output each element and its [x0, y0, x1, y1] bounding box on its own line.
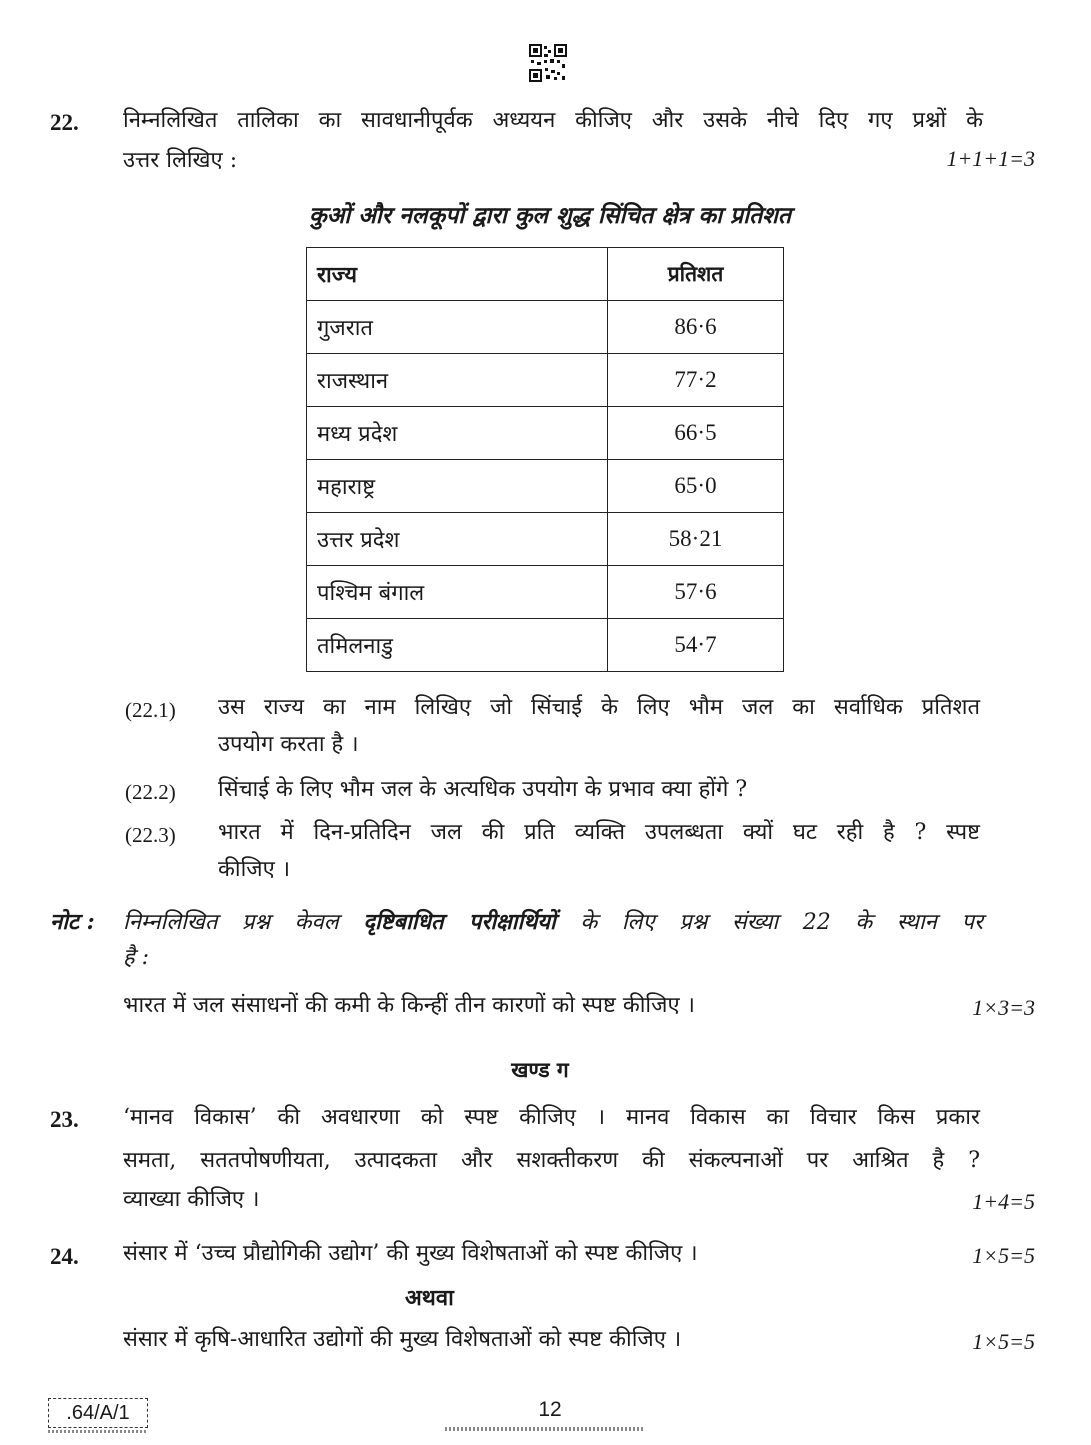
- subquestion-22-2-label: (22.2): [125, 780, 176, 804]
- percent-cell: 58·21: [608, 513, 784, 566]
- state-cell: पश्चिम बंगाल: [307, 566, 608, 619]
- percent-cell: 65·0: [608, 460, 784, 513]
- table-row: [307, 619, 784, 672]
- qr-code-icon: [529, 44, 567, 82]
- question-23-text-line2: समता, सततपोषणीयता, उत्पादकता और सशक्तीकरण की संकल्पनाओं पर आश्रित है ?: [123, 1148, 980, 1173]
- note-text-line1: [123, 904, 983, 941]
- question-22-text-line1: निम्नलिखित तालिका का सावधानीपूर्वक अध्ययन कीजिए और उसके नीचे दिए गए प्रश्नों के: [123, 108, 983, 133]
- note-text-line2: है :: [123, 945, 150, 970]
- question-24-number: 24.: [50, 1244, 79, 1269]
- header-state: राज्य: [307, 248, 608, 301]
- or-label: अथवा: [405, 1285, 454, 1311]
- page-number: 12: [538, 1398, 562, 1421]
- subquestion-22-2-line1: सिंचाई के लिए भौम जल के अत्यधिक उपयोग के प्रभाव क्या होंगे ?: [218, 777, 748, 802]
- question-22-marks: 1+1+1=3: [946, 146, 1035, 171]
- note-text-post: के लिए प्रश्न संख्या 22 के स्थान पर: [555, 910, 983, 935]
- footer-code-strip: [48, 1430, 148, 1433]
- section-heading: खण्ड ग: [511, 1057, 569, 1082]
- subquestion-22-1-line2: उपयोग करता है ।: [218, 732, 359, 757]
- subquestion-22-3-label: (22.3): [125, 823, 176, 847]
- header-percent: प्रतिशत: [608, 248, 784, 301]
- percent-cell: 54·7: [608, 619, 784, 672]
- state-cell: गुजरात: [307, 301, 608, 354]
- subquestion-22-1-line1: उस राज्य का नाम लिखिए जो सिंचाई के लिए भौम जल का सर्वाधिक प्रतिशत: [218, 695, 980, 720]
- table-row: [307, 301, 784, 354]
- state-cell: महाराष्ट्र: [307, 460, 608, 513]
- note-label: नोट :: [50, 909, 95, 935]
- question-24-alt-marks: 1×5=5: [972, 1329, 1035, 1354]
- table-title: कुओं और नलकूपों द्वारा कुल शुद्ध सिंचित क्षेत्र का प्रतिशत: [309, 202, 791, 229]
- subquestion-22-3-line2: कीजिए ।: [218, 857, 291, 882]
- subquestion-22-1-label: (22.1): [125, 698, 176, 722]
- percent-cell: 57·6: [608, 566, 784, 619]
- table-row: [307, 566, 784, 619]
- state-cell: मध्य प्रदेश: [307, 407, 608, 460]
- percent-cell: 77·2: [608, 354, 784, 407]
- question-23-marks: 1+4=5: [972, 1189, 1035, 1214]
- irrigation-table: [306, 247, 784, 672]
- note-text-bold: दृष्टिबाधित परीक्षार्थियों: [363, 909, 556, 935]
- note-marks: 1×3=3: [972, 995, 1035, 1020]
- table-row: [307, 354, 784, 407]
- state-cell: तमिलनाडु: [307, 619, 608, 672]
- state-cell: राजस्थान: [307, 354, 608, 407]
- question-23-number: 23.: [50, 1107, 79, 1132]
- question-24-marks: 1×5=5: [972, 1243, 1035, 1268]
- percent-cell: 86·6: [608, 301, 784, 354]
- question-22-number: 22.: [50, 110, 79, 135]
- note-text-pre: निम्नलिखित प्रश्न केवल: [123, 910, 364, 935]
- table-row: [307, 407, 784, 460]
- table-row: [307, 513, 784, 566]
- percent-cell: 66·5: [608, 407, 784, 460]
- question-22-text-line2: उत्तर लिखिए :: [123, 148, 238, 173]
- footer-strip: [445, 1427, 645, 1431]
- table-row: [307, 460, 784, 513]
- subquestion-22-3-line1: भारत में दिन-प्रतिदिन जल की प्रति व्यक्ति उपलब्धता क्यों घट रही है ? स्पष्ट: [218, 820, 980, 845]
- question-24-alt-text: संसार में कृषि-आधारित उद्योगों की मुख्य विशेषताओं को स्पष्ट कीजिए ।: [123, 1327, 682, 1352]
- question-23-text-line1: ‘मानव विकास’ की अवधारणा को स्पष्ट कीजिए । मानव विकास का विचार किस प्रकार: [123, 1105, 980, 1130]
- paper-code: .64/A/1: [48, 1398, 148, 1428]
- state-cell: उत्तर प्रदेश: [307, 513, 608, 566]
- table-header-row: [307, 248, 784, 301]
- question-24-text: संसार में ‘उच्च प्रौद्योगिकी उद्योग’ की मुख्य विशेषताओं को स्पष्ट कीजिए ।: [123, 1241, 698, 1266]
- question-23-text-line3: व्याख्या कीजिए ।: [123, 1187, 260, 1212]
- note-question: भारत में जल संसाधनों की कमी के किन्हीं तीन कारणों को स्पष्ट कीजिए ।: [123, 993, 695, 1018]
